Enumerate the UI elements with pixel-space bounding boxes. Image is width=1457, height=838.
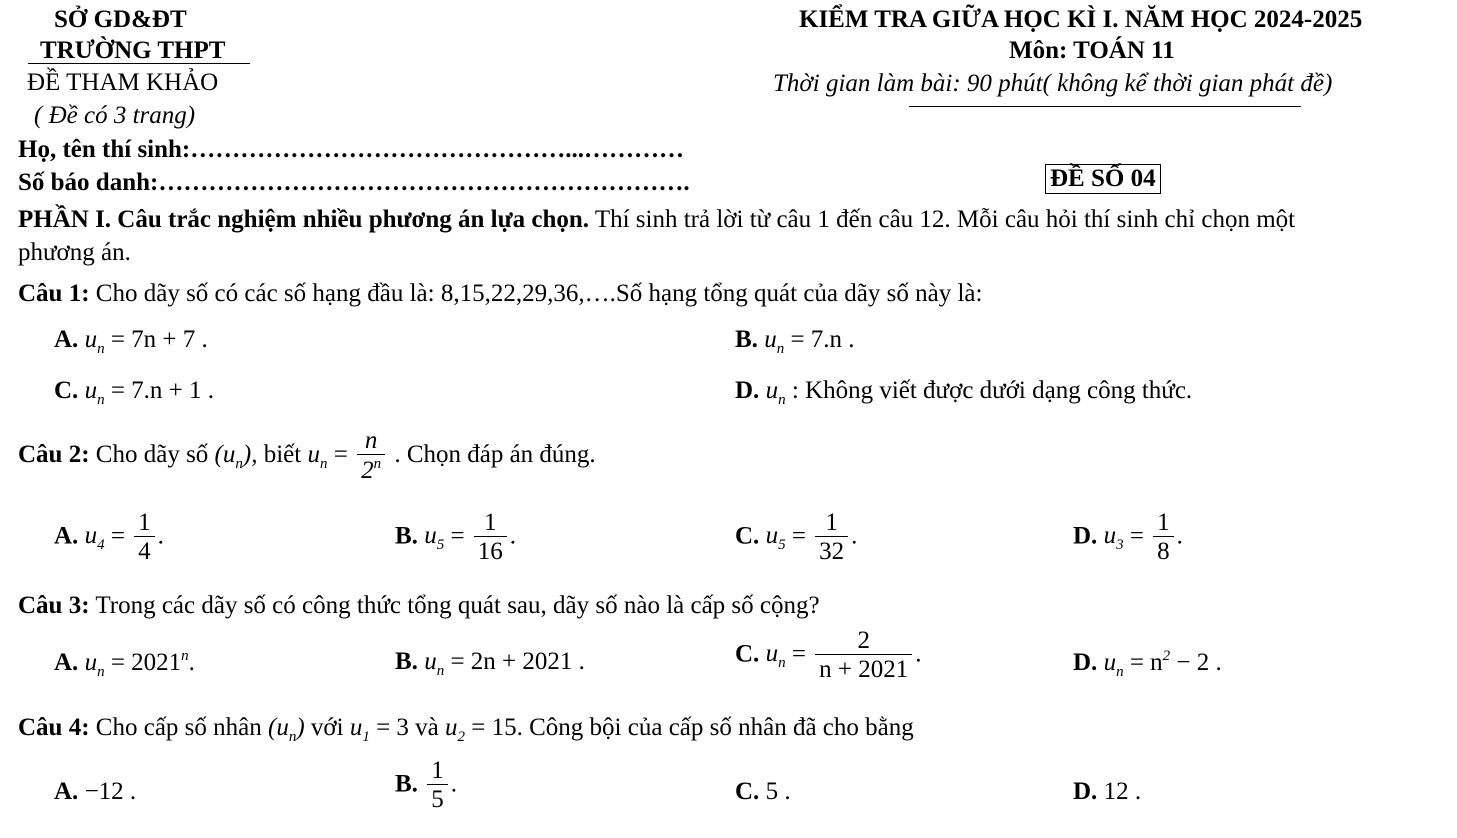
option-text: = 7.n . (790, 326, 855, 353)
question-text: Cho dãy số (89, 440, 215, 468)
option-label: D. (1073, 649, 1098, 676)
option-text: : Không viết được dưới dạng công thức. (785, 377, 1193, 404)
fraction-denominator: 8 (1153, 536, 1174, 565)
exam-code-box: ĐỀ SỐ 04 (1045, 164, 1161, 194)
q2-option-a: A. $u_4$ = $\frac{1}{4}$ . (54, 509, 164, 566)
q2-option-b: B. $u_5$ = $\frac{1}{16}$ . (395, 509, 517, 566)
option-label: D. (1073, 522, 1098, 550)
exam-time: Thời gian làm bài: 90 phút( không kể thời gian phát đề) (773, 70, 1333, 97)
option-label: C. (735, 778, 760, 805)
school-underline (28, 63, 250, 64)
question-2: Câu 2: Cho dãy số $(u_n)$, biết $u_n$ = $\frac{n}{2^n}$ . Chọn đáp án đúng. (18, 427, 596, 485)
question-text: Trong các dãy số có công thức tổng quát sau, dãy số nào là cấp số cộng? (89, 592, 820, 619)
option-label: D. (735, 377, 760, 404)
exam-subject: Môn: TOÁN 11 (1009, 37, 1175, 64)
option-label: C. (735, 522, 760, 550)
q4-option-b: B. $\frac{1}{5}$ . (395, 757, 457, 814)
option-text: −12 . (78, 778, 137, 805)
fraction-denominator: 16 (474, 536, 507, 565)
q4-option-c (735, 778, 791, 806)
option-label: D. (1073, 778, 1098, 805)
q2-option-c: C. $u_5$ = $\frac{1}{32}$ . (735, 509, 858, 566)
q1-option-a: A. $u_n = 7n + 7$ . (54, 326, 208, 357)
question-1 (18, 280, 982, 308)
question-text: Cho dãy số có các số hạng đầu là: 8,15,22,29,36,….Số hạng tổng quát của dãy số này là: (89, 280, 983, 307)
question-4: Câu 4: Cho cấp số nhân $(u_n)$ với $u_1 = 3$ và $u_2 = 15$. Công bội của cấp số nhân đã cho bằng (18, 714, 914, 745)
option-label: A. (54, 326, 79, 353)
question-text: với (304, 714, 350, 741)
candidate-id-field: Số báo danh:………………………………………………………. (18, 169, 690, 196)
q1-option-d: D. $u_n$ : Không viết được dưới dạng công thức. (735, 377, 1193, 408)
q3-option-a: A. $u_n = 2021^n$. (54, 648, 195, 680)
q2-option-d: D. $u_3$ = $\frac{1}{8}$ . (1073, 509, 1183, 566)
q1-option-c: C. $u_n = 7.n + 1$ . (54, 377, 215, 408)
option-label: B. (395, 648, 418, 675)
question-text: = 3 và (369, 714, 446, 741)
q3-option-d: D. $u_n = n^2 - 2$ . (1073, 648, 1222, 680)
option-label: A. (54, 649, 79, 676)
question-label: Câu 1: (18, 280, 90, 307)
candidate-name-field: Họ, tên thí sinh:………………………………………...………… (18, 136, 685, 163)
option-text: 12 . (1097, 778, 1142, 805)
option-text: 5 . (759, 778, 791, 805)
department-name: SỞ GD&ĐT (54, 6, 187, 33)
school-name: TRƯỜNG THPT (40, 37, 226, 64)
option-text: = 7n + 7 . (110, 326, 208, 353)
question-label: Câu 4: (18, 714, 90, 741)
fraction-denominator: 32 (815, 536, 848, 565)
option-text: = 7.n + 1 . (110, 377, 215, 404)
part1-title: PHẦN I. Câu trắc nghiệm nhiều phương án lựa chọn. (18, 206, 590, 233)
q1-option-b: B. $u_n = 7.n$ . (735, 326, 855, 357)
document-type: ĐỀ THAM KHẢO (27, 69, 219, 96)
q3-option-b: B. $u_n = 2n + 2021$ . (395, 648, 585, 679)
option-label: A. (54, 778, 79, 805)
exam-title: KIỂM TRA GIỮA HỌC KÌ I. NĂM HỌC 2024-2025 (799, 6, 1363, 33)
time-underline (909, 106, 1301, 107)
option-text: − 2 . (1170, 649, 1222, 676)
option-text: = 2n + 2021 . (450, 648, 585, 675)
question-text: = 15. Công bội của cấp số nhân đã cho bằng (465, 714, 914, 741)
option-text: = n (1129, 649, 1163, 676)
option-label: B. (395, 770, 418, 798)
question-text: . Chọn đáp án đúng. (388, 440, 596, 468)
option-label: C. (54, 377, 79, 404)
q4-option-d (1073, 778, 1141, 806)
part1-instructions (18, 206, 1295, 234)
question-text: Cho cấp số nhân (89, 714, 268, 741)
option-label: B. (735, 326, 758, 353)
fraction-denominator: 4 (134, 536, 155, 565)
option-label: C. (735, 640, 760, 668)
question-label: Câu 2: (18, 440, 90, 468)
pages-note: ( Đề có 3 trang) (34, 102, 196, 129)
question-label: Câu 3: (18, 592, 90, 619)
q4-option-a (54, 778, 136, 806)
option-label: A. (54, 522, 79, 550)
fraction-denominator: 5 (427, 784, 448, 813)
question-3 (18, 592, 820, 620)
question-text: biết (257, 440, 308, 468)
fraction-denominator: n + 2021 (815, 654, 912, 683)
q3-option-c: C. $u_n$ = $\frac{2}{n + 2021}$ . (735, 627, 922, 684)
part1-instruction-cont: phương án. (18, 239, 131, 266)
option-text: = 2021 (110, 649, 182, 676)
part1-instruction-text: Thí sinh trả lời từ câu 1 đến câu 12. Mỗi câu hỏi thí sinh chỉ chọn một (589, 206, 1296, 233)
option-label: B. (395, 522, 418, 550)
